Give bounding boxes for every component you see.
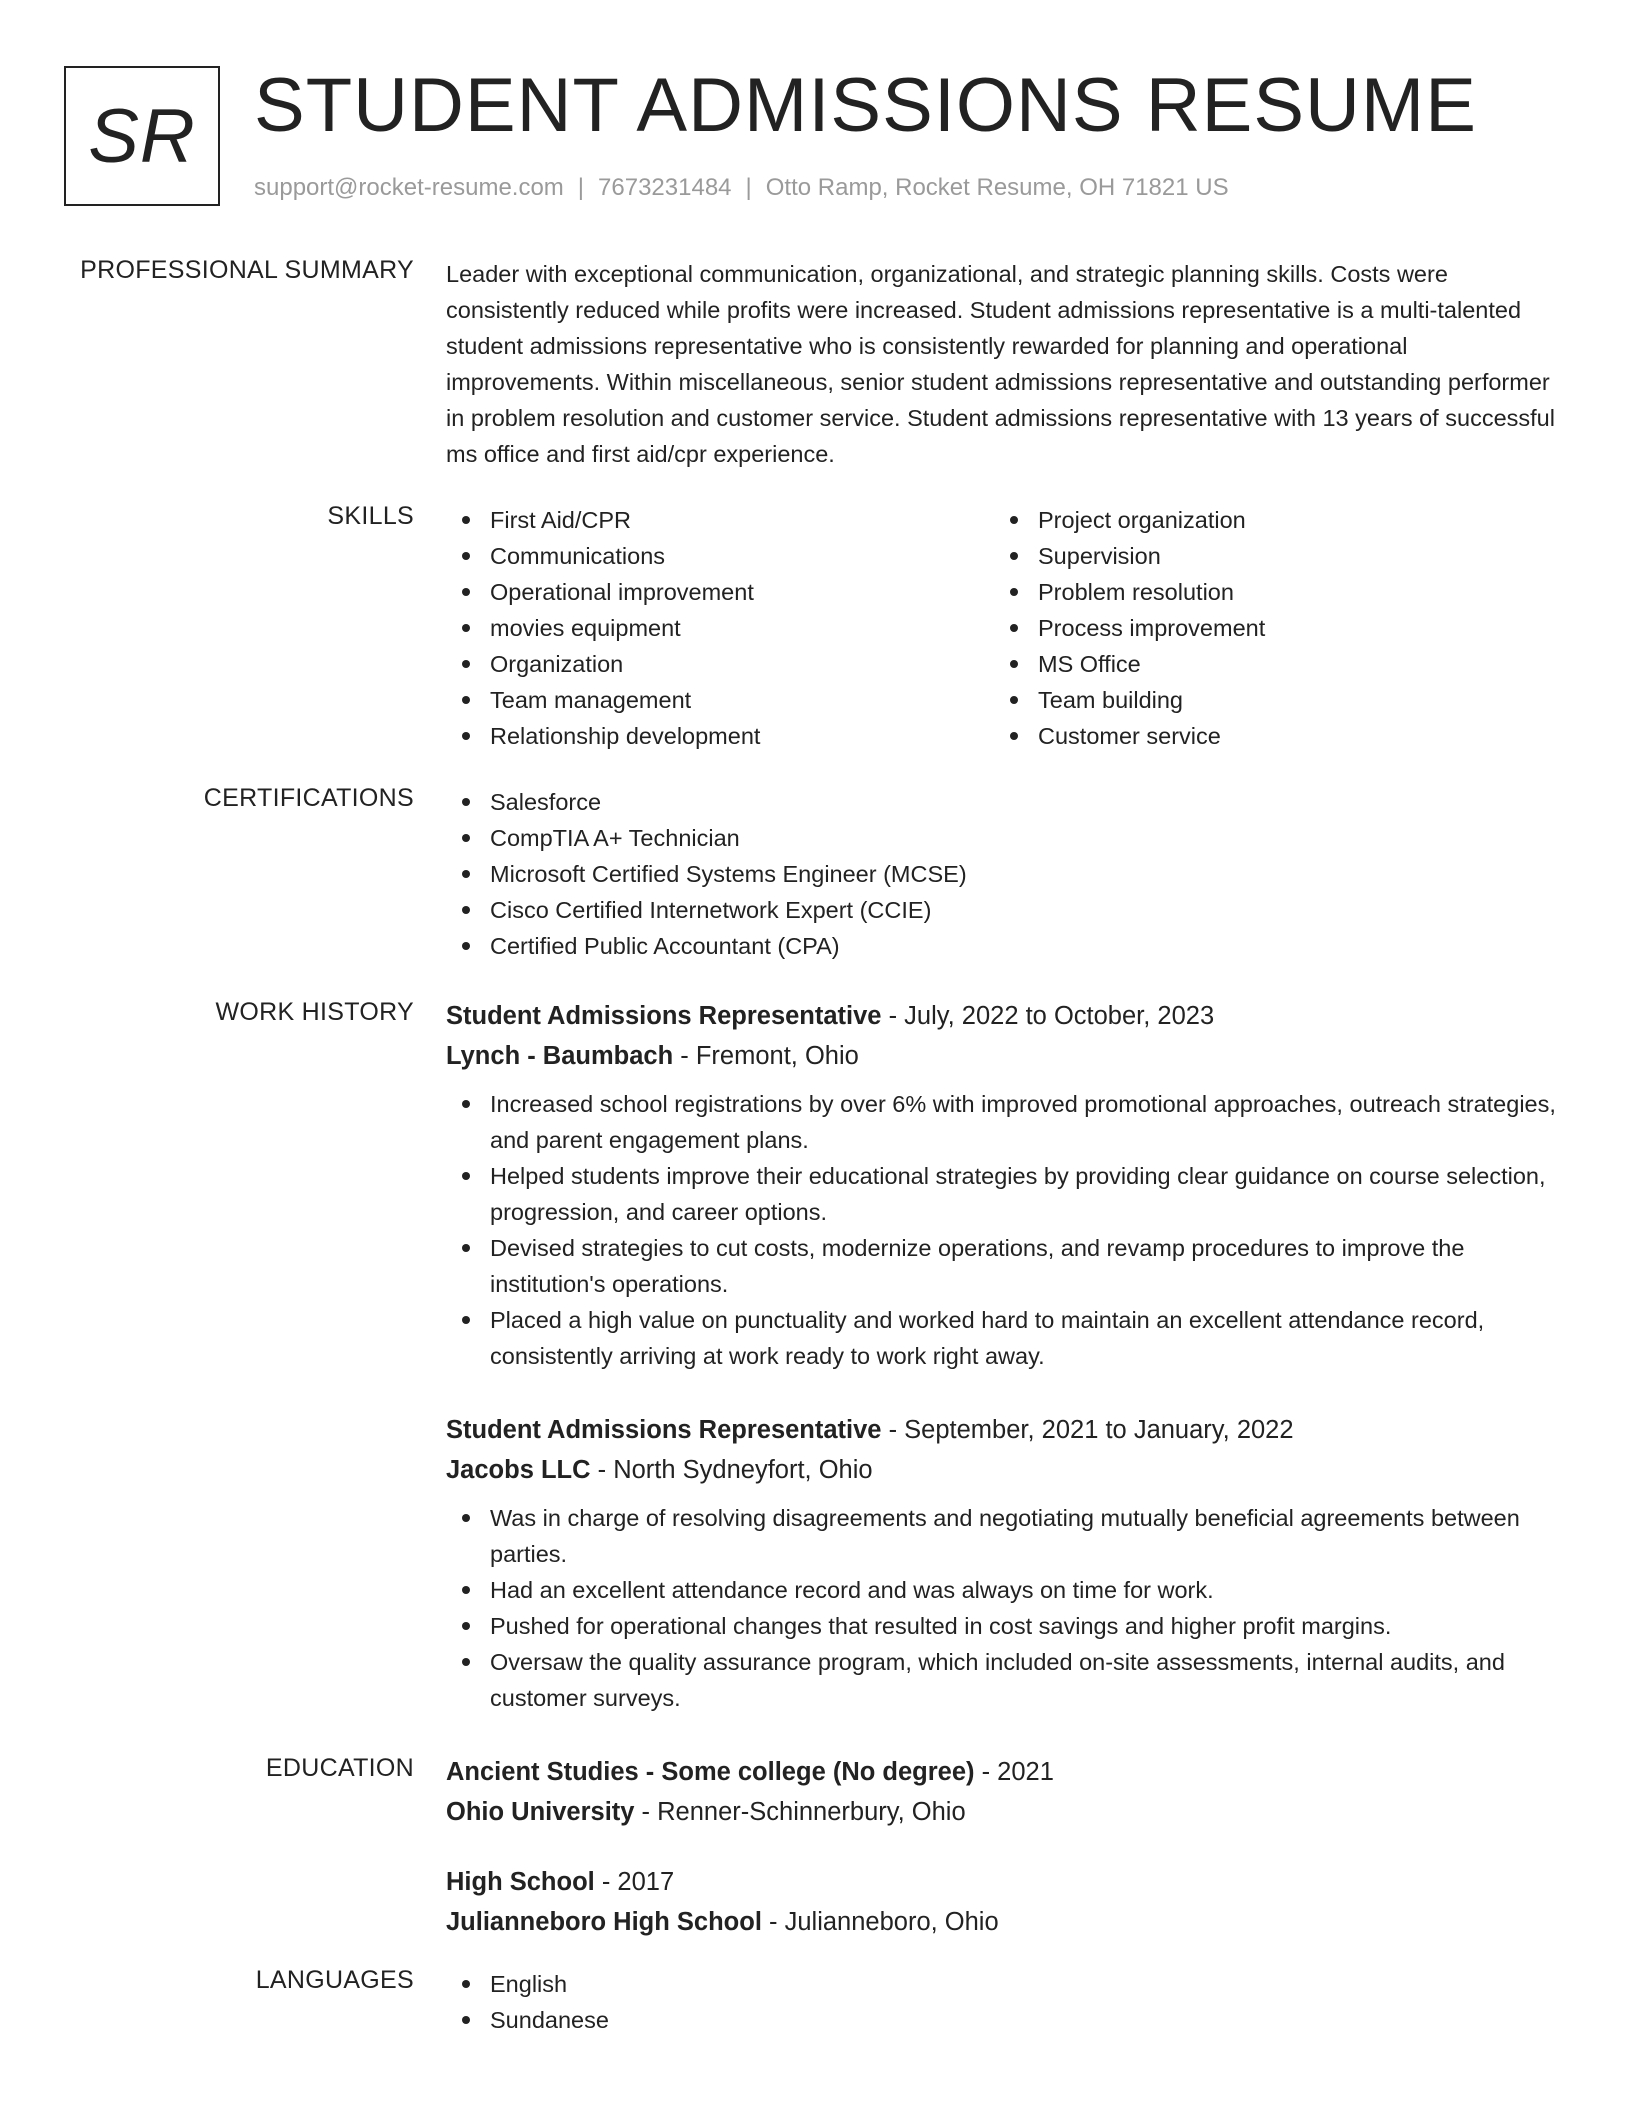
skill-item: Team building <box>994 682 1542 718</box>
contact-separator: | <box>577 174 585 201</box>
skill-item: Organization <box>446 646 994 682</box>
languages-list <box>446 1966 1566 2038</box>
education-year: - 2017 <box>594 1868 675 1896</box>
skill-item: Operational improvement <box>446 574 994 610</box>
education-degree: High School <box>446 1868 595 1896</box>
job-company: Lynch - Baumbach <box>446 1042 674 1070</box>
education-location: - Renner-Schinnerbury, Ohio <box>634 1798 966 1826</box>
job-duty: Was in charge of resolving disagreements and negotiating mutually beneficial agreements between parties. <box>446 1500 1566 1572</box>
job-entry <box>446 996 1566 1374</box>
education-school: Julianneboro High School <box>446 1908 762 1936</box>
job-duty: Placed a high value on punctuality and worked hard to maintain an excellent attendance record, consistently arriving at work ready to work right away. <box>446 1302 1566 1374</box>
job-duty: Devised strategies to cut costs, modernize operations, and revamp procedures to improve the institution's operations. <box>446 1230 1566 1302</box>
education-label: EDUCATION <box>265 1754 414 1782</box>
resume-title: STUDENT ADMISSIONS RESUME <box>254 63 1477 148</box>
job-duty: Helped students improve their educational strategies by providing clear guidance on course selection, progression, and career options. <box>446 1158 1566 1230</box>
job-company: Jacobs LLC <box>446 1456 591 1484</box>
contact-phone[interactable]: 7673231484 <box>598 174 732 201</box>
job-dates: - September, 2021 to January, 2022 <box>881 1416 1294 1444</box>
skill-item: Relationship development <box>446 718 994 754</box>
language-item: Sundanese <box>446 2002 1566 2038</box>
job-dates: - July, 2022 to October, 2023 <box>881 1002 1215 1030</box>
work-history-label: WORK HISTORY <box>215 998 414 1026</box>
contact-line <box>254 174 1229 202</box>
job-duty: Increased school registrations by over 6% with improved promotional approaches, outreach strategies, and parent engagement plans. <box>446 1086 1566 1158</box>
education-location: - Julianneboro, Ohio <box>761 1908 999 1936</box>
contact-email[interactable]: support@rocket-resume.com <box>254 174 564 201</box>
language-item: English <box>446 1966 1566 2002</box>
job-duty: Oversaw the quality assurance program, which included on-site assessments, internal audits, and customer surveys. <box>446 1644 1566 1716</box>
certification-item: CompTIA A+ Technician <box>446 820 1566 856</box>
skill-item: Problem resolution <box>994 574 1542 610</box>
certification-item: Salesforce <box>446 784 1566 820</box>
job-location: - Fremont, Ohio <box>673 1042 859 1070</box>
certifications-list <box>446 784 1566 964</box>
education-school: Ohio University <box>446 1798 635 1826</box>
contact-address: Otto Ramp, Rocket Resume, OH 71821 US <box>765 174 1229 201</box>
certification-item: Certified Public Accountant (CPA) <box>446 928 1566 964</box>
skill-item: MS Office <box>994 646 1542 682</box>
certification-item: Cisco Certified Internetwork Expert (CCIE) <box>446 892 1566 928</box>
resume-header <box>64 64 1568 214</box>
skill-item: Process improvement <box>994 610 1542 646</box>
skill-item: Communications <box>446 538 994 574</box>
languages-label: LANGUAGES <box>255 1966 414 1994</box>
skill-item: First Aid/CPR <box>446 502 994 538</box>
job-title: Student Admissions Representative <box>446 1002 882 1030</box>
skill-item: Customer service <box>994 718 1542 754</box>
skills-label: SKILLS <box>327 502 414 530</box>
education-entry <box>446 1862 1566 1942</box>
skills-list-right <box>994 502 1542 754</box>
contact-separator: | <box>745 174 752 201</box>
skill-item: Project organization <box>994 502 1542 538</box>
certifications-label: CERTIFICATIONS <box>203 784 414 812</box>
job-title: Student Admissions Representative <box>446 1416 882 1444</box>
job-duty: Pushed for operational changes that resulted in cost savings and higher profit margins. <box>446 1608 1566 1644</box>
job-duty: Had an excellent attendance record and was always on time for work. <box>446 1572 1566 1608</box>
summary-label: PROFESSIONAL SUMMARY <box>80 256 414 284</box>
skills-list-left <box>446 502 994 754</box>
job-entry <box>446 1410 1566 1716</box>
certification-item: Microsoft Certified Systems Engineer (MCSE) <box>446 856 1566 892</box>
skill-item: Supervision <box>994 538 1542 574</box>
summary-text: Leader with exceptional communication, organizational, and strategic planning skills. Costs were consistently reduced while profits were increased. Student admissions representative is a multi-talented student admissions representative who is consistently rewarded for planning and operational improvements. Within miscellaneous, senior student admissions representative and outstanding performer in problem resolution and customer service. Student admissions representative with 13 years of successful ms office and first aid/cpr experience. <box>446 261 1555 467</box>
job-duties <box>446 1086 1566 1374</box>
education-entry <box>446 1752 1566 1832</box>
job-location: - North Sydneyfort, Ohio <box>590 1456 873 1484</box>
job-duties <box>446 1500 1566 1716</box>
education-year: - 2021 <box>974 1758 1054 1786</box>
skill-item: movies equipment <box>446 610 994 646</box>
skill-item: Team management <box>446 682 994 718</box>
monogram-badge: SR <box>64 66 220 206</box>
education-degree: Ancient Studies - Some college (No degree) <box>446 1758 975 1786</box>
